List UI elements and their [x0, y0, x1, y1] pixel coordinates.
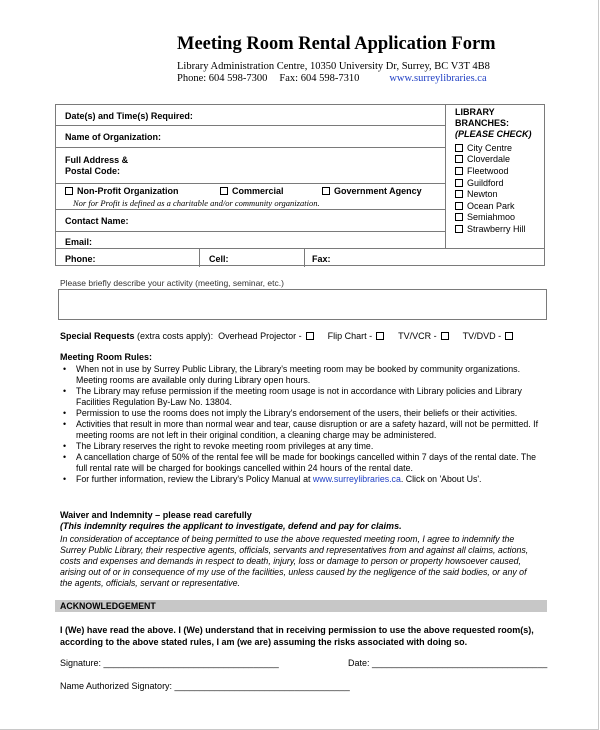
- branch-label: Fleetwood: [467, 165, 509, 176]
- branch-cloverdale[interactable]: [455, 154, 543, 166]
- branch-checkbox[interactable]: [455, 167, 463, 175]
- tv-dvd-option[interactable]: [463, 331, 514, 341]
- special-requests: [60, 331, 513, 341]
- branch-ocean-park[interactable]: [455, 200, 543, 212]
- date-field[interactable]: Date: ___________________________________: [348, 658, 548, 668]
- rule-item: • The Library reserves the right to revoke meeting room privileges at any time.: [60, 441, 540, 452]
- branch-label: Guildford: [467, 177, 504, 188]
- signature-field[interactable]: Signature: ___________________________________: [60, 658, 279, 668]
- activity-description-field[interactable]: [58, 289, 547, 320]
- waiver-text: In consideration of acceptance of being permitted to use the above requested meeting room, I agree to indemnify the Surrey Public Library, their respective agents, officials, servants and representatives from and against all claims, actions, costs and expenses and demands in respect to death, injury, loss or damage to person or property howsoever caused, arising out of or in consequence of my use of the facilities, unless caused by the negligence of the said bodies, or any of the agents, officials, servant or representative.: [60, 534, 529, 588]
- phone-number: Phone: 604 598-7300: [177, 73, 268, 84]
- page-title: Meeting Room Rental Application Form: [177, 34, 496, 54]
- branch-label: City Centre: [467, 142, 513, 153]
- branch-label: Newton: [467, 189, 498, 200]
- row-divider: [199, 249, 200, 267]
- rules-website-link[interactable]: www.surreylibraries.ca: [312, 474, 401, 484]
- website-link[interactable]: www.surreylibraries.ca: [389, 73, 487, 84]
- branch-fleetwood[interactable]: [455, 165, 543, 177]
- branch-checkbox[interactable]: [455, 144, 463, 152]
- branch-checkbox[interactable]: [455, 213, 463, 221]
- rule-policy-text: For further information, review the Library's Policy Manual at: [76, 474, 313, 484]
- address-label-2: Postal Code:: [65, 166, 121, 176]
- tv-dvd-label: TV/DVD -: [462, 331, 502, 341]
- rule-item: • Activities that result in more than normal wear and tear, cause disruption or are a safety hazard, will not be permitted. If meeting rooms are not left in their original condition, a cleaning charge may be administered.: [60, 419, 540, 441]
- branch-label: Cloverdale: [467, 154, 511, 165]
- special-requests-note: (extra costs apply):: [137, 331, 214, 341]
- overhead-projector-option[interactable]: [218, 331, 314, 341]
- contact-line: [177, 73, 487, 84]
- tv-vcr-option[interactable]: [398, 331, 449, 341]
- acknowledgement-heading: ACKNOWLEDGEMENT: [55, 600, 547, 612]
- email-label: Email:: [65, 237, 93, 247]
- contact-label: Contact Name:: [65, 216, 129, 226]
- tv-vcr-checkbox[interactable]: [441, 332, 449, 340]
- flip-chart-checkbox[interactable]: [376, 332, 384, 340]
- address-field[interactable]: [56, 148, 445, 184]
- flip-chart-label: Flip Chart -: [327, 331, 373, 341]
- branch-checkbox[interactable]: [455, 155, 463, 163]
- overhead-projector-checkbox[interactable]: [306, 332, 314, 340]
- branch-checkbox[interactable]: [455, 190, 463, 198]
- contact-field[interactable]: [56, 210, 445, 232]
- rules-title: Meeting Room Rules:: [60, 352, 153, 362]
- acknowledgement-text: I (We) have read the above. I (We) understand that in receiving permission to use the above requested room(s), according to the above stated rules, I am (we are) assuming the risks associated with doing so.: [60, 625, 534, 647]
- nonprofit-label: Non-Profit Organization: [77, 186, 179, 196]
- cell-label: Cell:: [209, 254, 229, 264]
- branch-city-centre[interactable]: [455, 142, 543, 154]
- waiver-subtitle: (This indemnity requires the applicant to investigate, defend and pay for claims.: [60, 521, 402, 531]
- waiver-title: Waiver and Indemnity – please read carefully: [60, 510, 252, 520]
- address-line: Library Administration Centre, 10350 University Dr, Surrey, BC V3T 4B8: [177, 61, 490, 72]
- branch-guildford[interactable]: [455, 177, 543, 189]
- tv-vcr-label: TV/VCR -: [398, 331, 437, 341]
- rule-item: • A cancellation charge of 50% of the rental fee will be made for bookings cancelled within 7 days of the rental date. The full rental rate will be charged for bookings cancelled within 24 hours of the rental date.: [60, 452, 540, 474]
- applicant-info-table: [55, 104, 545, 266]
- fax-label: Fax:: [312, 254, 331, 264]
- rule-item: • When not in use by Surrey Public Library, the Library's meeting room may be booked by community organizations. Meeting rooms are available only during Library open hours.: [60, 364, 540, 386]
- org-type-field: [56, 184, 445, 210]
- phone-label: Phone:: [65, 254, 96, 264]
- address-label-1: Full Address &: [65, 155, 129, 165]
- commercial-checkbox[interactable]: [220, 187, 228, 195]
- fax-number: Fax: 604 598-7310: [279, 73, 360, 84]
- dates-label: Date(s) and Time(s) Required:: [65, 111, 193, 121]
- rule-item: • The Library may refuse permission if the meeting room usage is not in accordance with Library policies and Library Facilities Regulation By-Law No. 13804.: [60, 386, 540, 408]
- commercial-label: Commercial: [232, 186, 284, 196]
- nonprofit-note: Nor for Profit is defined as a charitable and/or community organization.: [73, 198, 320, 208]
- branches-heading-2: BRANCHES:: [455, 118, 509, 128]
- tv-dvd-checkbox[interactable]: [505, 332, 513, 340]
- branch-label: Strawberry Hill: [467, 223, 526, 234]
- rule-policy-suffix: . Click on 'About Us'.: [400, 474, 482, 484]
- organization-label: Name of Organization:: [65, 132, 162, 142]
- phone-row: [56, 248, 544, 267]
- flip-chart-option[interactable]: [328, 331, 385, 341]
- overhead-projector-label: Overhead Projector -: [218, 331, 302, 341]
- email-field[interactable]: [56, 232, 445, 248]
- column-divider: [445, 105, 446, 248]
- nonprofit-checkbox[interactable]: [65, 187, 73, 195]
- rules-list: [60, 364, 540, 485]
- activity-label: Please briefly describe your activity (meeting, seminar, etc.): [60, 278, 284, 288]
- org-type-government[interactable]: [322, 186, 422, 196]
- branch-label: Semiahmoo: [467, 212, 516, 223]
- organization-field[interactable]: [56, 126, 445, 148]
- government-checkbox[interactable]: [322, 187, 330, 195]
- branch-checkbox[interactable]: [455, 225, 463, 233]
- branch-semiahmoo[interactable]: [455, 212, 543, 224]
- branches-heading-3: (PLEASE CHECK): [455, 129, 532, 139]
- row-divider: [304, 249, 305, 267]
- branch-checkbox[interactable]: [455, 179, 463, 187]
- branch-strawberry-hill[interactable]: [455, 223, 543, 235]
- branch-checkbox[interactable]: [455, 202, 463, 210]
- rule-item: [60, 474, 540, 485]
- org-type-commercial[interactable]: [220, 186, 284, 196]
- library-branches: [455, 107, 543, 235]
- authorized-signatory-field[interactable]: Name Authorized Signatory: ___________________________________: [60, 681, 350, 691]
- branch-newton[interactable]: [455, 188, 543, 200]
- branches-heading-1: LIBRARY: [455, 107, 495, 117]
- branch-label: Ocean Park: [467, 200, 515, 211]
- dates-field[interactable]: [56, 105, 445, 126]
- government-label: Government Agency: [334, 186, 422, 196]
- org-type-nonprofit[interactable]: [65, 186, 179, 196]
- special-requests-label: Special Requests: [60, 331, 135, 341]
- rule-item: • Permission to use the rooms does not imply the Library's endorsement of the users, their beliefs or their activities.: [60, 408, 540, 419]
